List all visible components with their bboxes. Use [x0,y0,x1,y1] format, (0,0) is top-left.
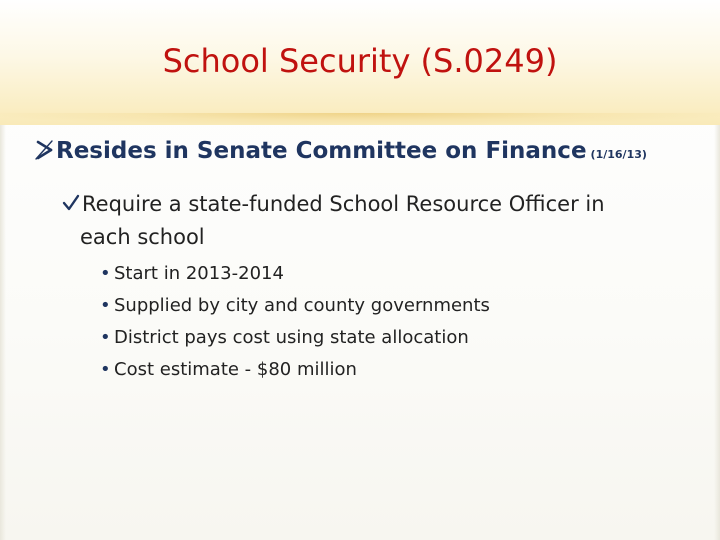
checkmark-bullet-icon [62,188,82,221]
level2-bullet [62,188,692,254]
sub-bullet-item [100,354,490,386]
sub-bullet-text: District pays cost using state allocation [114,327,469,348]
sub-bullet-item [100,322,490,354]
sub-bullet-list [100,258,490,386]
level1-bullet [34,138,647,164]
sub-bullet-text: Start in 2013-2014 [114,263,284,284]
level2-text-line1: Require a state-funded School Resource Officer in [82,192,605,216]
sub-bullet-text: Supplied by city and county governments [114,295,490,316]
sub-bullet-text: Cost estimate - $80 million [114,359,357,380]
level1-date: (1/16/13) [590,148,647,161]
dot-bullet-icon: • [100,263,111,284]
sub-bullet-item [100,290,490,322]
dot-bullet-icon: • [100,295,111,316]
dot-bullet-icon: • [100,327,111,348]
arrow-bullet-icon [34,138,54,164]
dot-bullet-icon: • [100,359,111,380]
slide-title: School Security (S.0249) [162,42,558,80]
title-band-shadow [0,113,720,125]
level1-text: Resides in Senate Committee on Finance [56,138,587,164]
level2-text-line2: each school [80,225,205,249]
sub-bullet-item [100,258,490,290]
